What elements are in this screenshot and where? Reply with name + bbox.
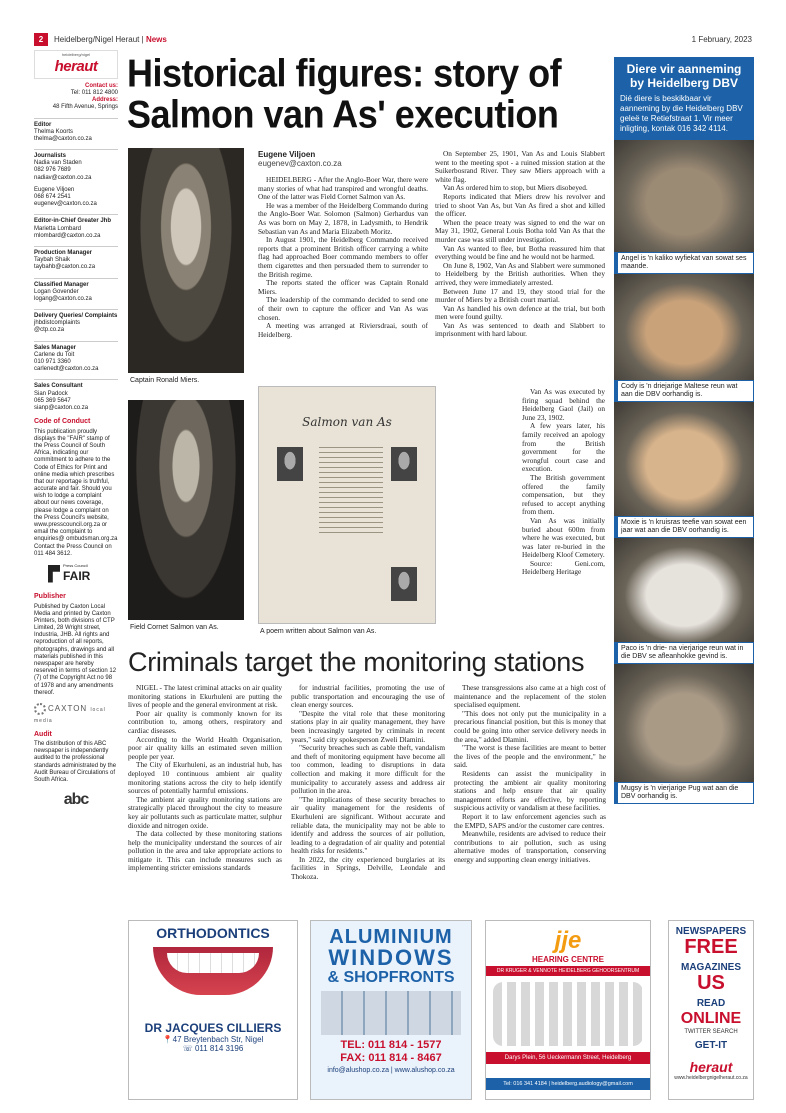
staff-line: taybahb@caxton.co.za [34, 264, 96, 271]
ad-heraut-online[interactable] [668, 920, 754, 1100]
contact-heading: Contact us: [85, 82, 118, 89]
article2-column-2 [291, 684, 445, 909]
article1-column-3 [522, 388, 605, 634]
staff-role: Production Manager [34, 249, 93, 256]
paragraph: for industrial facilities, promoting the use of public transportation and encouraging the use of clean energy sources. [291, 684, 445, 710]
pets-promo-box [614, 57, 754, 140]
paragraph: Van As ordered him to stop, but Miers disobeyed. [443, 183, 588, 193]
hearing-aids-image [493, 982, 643, 1046]
abc-logo: abc [63, 791, 89, 809]
caption-salmon: Field Cornet Salmon van As. [130, 624, 219, 631]
publisher-text: Published by Caxton Local Media and printed by Caxton Printers, both divisions of CTP Limited, 28 Wright street, Industria, JHB. All rights and reproduction of all reports, photographs, drawings and all materials published in this newspaper are hereby reserved in terms of section 12 (7) of the Copyright Act no 98 of 1978 and any amendments thereof. [34, 603, 117, 696]
photo-salmon-van-as [128, 400, 244, 620]
caxton-logo [34, 703, 118, 725]
paragraph: HEIDELBERG - After the Anglo-Boer War, there were many stories of what had transpired and wrongful deaths. One of the latter was Field Cornet Salmon van As. [258, 176, 428, 202]
paragraph: The data collected by these monitoring stations help the municipality understand the sources of air pollution in the area and take appropriate actions to mitigate it. This can include measures such as implementing stricter emissions standards [128, 829, 282, 873]
paragraph: In 2022, the city experienced burglaries at its facilities in Springs, Delville, Leondale and Thokoza. [291, 854, 445, 882]
staff-entry [34, 379, 118, 412]
staff-line: nadiav@caxton.co.za [34, 174, 92, 181]
audit-heading: Audit [34, 730, 52, 738]
hearing-name: HEARING CENTRE [531, 955, 604, 964]
paragraph: On June 8, 1902, Van As and Slabbert were summoned to Heidelberg by the British authorities. When they arrived, they were immediately arrested. [435, 260, 605, 287]
paragraph: A meeting was arranged at Riviersdraai, south of Heidelberg. [258, 321, 428, 339]
windows-line2: WINDOWS [328, 945, 454, 970]
paragraph: "The worst is these facilities are meant to better the lives of the people and the environment," he said. [454, 743, 606, 770]
poem-portrait-bottom [391, 567, 417, 601]
heraut-twitter: TWITTER SEARCH [684, 1029, 738, 1035]
paragraph: Reports indicated that Miers drew his revolver and tried to shoot Van As, but Van As fired a shot and killed the officer. [435, 191, 605, 219]
staff-role: Editor-in-Chief Greater Jhb [34, 218, 112, 225]
staff-line: @ctp.co.za [34, 327, 65, 334]
article-headline: Historical figures: story of Salmon van As' execution [127, 50, 562, 137]
paragraph: "Security breaches such as cable theft, vandalism and theft of monitoring equipment have become all too common, leading to disruptions in data collection and making it more difficult for the municipality to accurately assess and address air pollution in the area. [291, 743, 445, 796]
paragraph: Source: Geni.com, Heidelberg Heritage [522, 558, 605, 577]
heraut-logo [34, 50, 118, 79]
author-email: eugenev@caxton.co.za [258, 159, 342, 168]
ad-hearing-centre[interactable] [485, 920, 651, 1100]
audit-text: The distribution of this ABC newspaper is independently audited to the professional standards administrated by the Audit Bureau of Circulations of South Africa. [34, 740, 117, 783]
paragraph: NIGEL - The latest criminal attacks on air quality monitoring stations in Ekurhuleni are putting the lives of people and the general environment at risk. [128, 684, 282, 710]
staff-line: logang@caxton.co.za [34, 295, 92, 302]
smile-image [153, 947, 273, 995]
pet-card [614, 538, 754, 664]
paragraph: On September 25, 1901, Van As and Louis Slabbert went to the meeting spot - a ruined mission station at the Suikerbosrand River. They saw Miers approach with a white flag. [435, 150, 605, 184]
windows-line3: & SHOPFRONTS [327, 969, 455, 986]
staff-line: Taybah Shaik [34, 257, 71, 264]
windows-tel: TEL: 011 814 - 1577 [340, 1039, 442, 1051]
staff-line: Thelma Koorts [34, 128, 74, 135]
phone-icon: ☏ [182, 1044, 195, 1053]
staff-entry [34, 246, 118, 272]
staff-role: Editor [34, 121, 52, 128]
pets-column [614, 57, 754, 902]
shopfront-image [321, 991, 461, 1035]
heraut-us: US [697, 972, 725, 994]
pet-caption: Paco is 'n drie- na vierjarige reun wat in die DBV se afleanhokke gevind is. [614, 642, 754, 664]
article2-headline: Criminals target the monitoring stations [128, 647, 585, 677]
heraut-online: ONLINE [680, 1010, 742, 1027]
pet-photo [614, 538, 754, 642]
staff-line: 065 369 5647 [34, 397, 71, 404]
heraut-free: FREE [684, 936, 738, 958]
pet-photo [614, 140, 754, 252]
pet-card [614, 664, 754, 804]
staff-entry [34, 278, 118, 304]
ortho-address: 📍47 Breytenbach Str, Nigel [162, 1035, 264, 1044]
fair-small: Press Council [63, 562, 88, 568]
paragraph: The reports stated the officer was Captain Ronald Miers. [258, 278, 428, 296]
poem-text-lines [319, 443, 383, 533]
paragraph: Between June 17 and 19, they stood trial for the murder of Miers by a British court martial. [435, 286, 605, 305]
paragraph: "The implications of these security breaches to air quality management for the residents of Ekurhuleni are significant. Without accurate and reliable data, the municipality may not be able to identify and address the sources of air pollution, leading to a degradation of air quality and potential health risks for residents." [291, 794, 445, 856]
contact-block [34, 83, 118, 112]
hearing-logo: jje [554, 927, 582, 954]
publisher-heading: Publisher [34, 593, 66, 601]
paragraph: When the peace treaty was signed to end the war on May 31, 1902, General Louis Botha told Van As that the murder case was still under investigation. [435, 217, 605, 244]
paragraph: According to the World Health Organisation, poor air quality kills an estimated seven million people per year. [128, 734, 282, 761]
running-head: Heidelberg/Nigel Heraut | News [54, 35, 167, 44]
paragraph: Residents can assist the municipality in protecting the ambient air quality monitoring stations and help ensure that air quality management efforts are effective, by reporting suspicious activity or vandalism at these facilities. [454, 768, 606, 813]
code-heading: Code of Conduct [34, 418, 91, 426]
ortho-title: ORTHODONTICS [156, 925, 270, 941]
staff-line: eugenev@caxton.co.za [34, 201, 97, 208]
paragraph: Van As handled his own defence at the trial, but both men were found guilty. [435, 303, 605, 322]
ad-aluminium-windows[interactable] [310, 920, 472, 1100]
paragraph: Van As was initially buried about 600m from where he was executed, but was later re-buried in the Heidelberg Kloof Cemetery. [522, 515, 605, 560]
paragraph: Report it to law enforcement agencies such as the EMPD, SAPS and/or the customer care centres. [454, 811, 606, 830]
masthead-column [34, 50, 118, 1100]
staff-role: Classified Manager [34, 281, 89, 288]
paragraph: Van As was sentenced to death and Slabbert to imprisonment with hard labour. [435, 320, 605, 339]
article1-column-2 [435, 150, 605, 384]
pet-caption: Cody is 'n driejarige Maltese reun wat aan die DBV oorhandig is. [614, 380, 754, 402]
paragraph: "Despite the vital role that these monitoring stations play in air quality management, they have been increasingly targeted by criminals in recent years," said city spokesperson Zweli Dlamini. [291, 708, 445, 744]
fair-stamp [48, 564, 118, 583]
staff-line: Marietta Lombard [34, 225, 82, 232]
contact-tel: Tel: 011 812 4800 [70, 89, 118, 96]
pets-heading: Diere vir aanneming by Heidelberg DBV [626, 62, 742, 90]
pet-card [614, 140, 754, 274]
staff-line: Nadia van Staden [34, 160, 82, 167]
windows-line1: ALUMINIUM [329, 926, 453, 948]
poem-portrait-right [391, 447, 417, 481]
paragraph: Meanwhile, residents are advised to reduce their contributions to air pollution, such as using alternative modes of transportation, conserving energy and supporting clean energy initiatives. [454, 829, 606, 864]
heraut-magazines: MAGAZINES [681, 962, 741, 973]
staff-role: Sales Consultant [34, 383, 83, 390]
pet-photo [614, 664, 754, 782]
contact-address: 48 Fifth Avenue, Springs [52, 104, 118, 111]
staff-line: carlenedt@caxton.co.za [34, 366, 99, 373]
photo-captain-miers [128, 148, 244, 373]
caxton-name: CAXTON [48, 704, 88, 714]
section-name: News [145, 35, 167, 44]
staff-list [34, 118, 118, 413]
paragraph: Van As wanted to flee, but Botha reassured him that everything would be fine and he would not be harmed. [435, 243, 605, 262]
poem-portrait-left [277, 447, 303, 481]
press-council-icon [48, 565, 60, 583]
ortho-doctor: DR JACQUES CILLIERS [144, 1021, 282, 1035]
staff-line: 010 971 3360 [34, 359, 71, 366]
staff-line: 082 976 7689 [34, 167, 71, 174]
staff-entry [34, 309, 118, 335]
staff-entry [34, 214, 118, 240]
logo-tagline: heidelberg/nigel [61, 52, 91, 57]
staff-line: Carlene du Toit [34, 351, 75, 358]
author-name: Eugene Viljoen [258, 150, 316, 159]
staff-entry [34, 149, 118, 208]
paragraph: The City of Ekurhuleni, as an industrial hub, has deployed 10 continuous ambient air quality monitoring stations across the city to help identify sources of potentially harmful emissions. [128, 760, 282, 796]
staff-line: mlombard@caxton.co.za [34, 232, 101, 239]
windows-fax: FAX: 011 814 - 8467 [340, 1052, 442, 1064]
staff-line: Eugene Viljoen [34, 186, 75, 193]
caption-miers: Captain Ronald Miers. [130, 377, 200, 384]
address-heading: Address: [91, 97, 118, 104]
map-pin-icon: 📍 [162, 1035, 173, 1044]
staff-line: Sian Padock [34, 390, 68, 397]
staff-role: Journalists [34, 153, 67, 160]
staff-line: Logan Govender [34, 288, 79, 295]
paragraph: Van As was executed by firing squad behind the Heidelberg Gaol (Jail) on June 23, 1902. [522, 388, 605, 422]
article2-column-3 [454, 684, 606, 909]
caxton-sub: local media [34, 707, 106, 724]
caption-poem: A poem written about Salmon van As. [260, 628, 377, 635]
pets-list [614, 140, 754, 804]
staff-role: Sales Manager [34, 344, 77, 351]
heraut-newspapers: NEWSPAPERS [675, 926, 747, 937]
issue-date: 1 February, 2023 [691, 35, 752, 44]
paragraph: The ambient air quality monitoring stations are strategically placed throughout the city to measure key air pollutants such as particulate matter, sulphur dioxide and nitrogen oxide. [128, 794, 282, 830]
page-header [34, 32, 752, 48]
staff-line: 068 674 2541 [34, 194, 71, 201]
poem-image [258, 386, 436, 624]
staff-entry [34, 341, 118, 374]
pet-photo [614, 402, 754, 516]
staff-line: sianp@caxton.co.za [34, 404, 89, 411]
pets-body: Dié diere is beskikbaar vir aanneming by die Heidelberg DBV geleë te Retiefstraat 1. Vir meer inligting, kontak 016 342 4114. [620, 94, 743, 133]
windows-web: info@alushop.co.za | www.alushop.co.za [327, 1067, 455, 1074]
pet-photo [614, 274, 754, 380]
staff-line: jhbdistcomplaints [34, 320, 81, 327]
code-text: This publication proudly displays the "FAIR" stamp of the Press Council of South Africa, indicating our commitment to adhere to the Code of Ethics for Print and online media which prescribes that our reportage is truthful, accurate and fair. Should you wish to lodge a complaint about our news coverage, please lodge a complaint on the Press Council's website, www.presscouncil.org.za or email the complaint to enquiries@ ombudsman.org.za Contact the Press Council on 011 484 3612. [34, 428, 118, 557]
heraut-read: READ [696, 998, 726, 1009]
staff-entry [34, 118, 118, 144]
paragraph: Poor air quality is commonly known for its contribution to, among others, respiratory and cardiac diseases. [128, 708, 282, 735]
hearing-street: Darys Plein, 56 Ueckermann Street, Heidelberg [486, 1052, 650, 1064]
logo-name: heraut [54, 57, 98, 75]
staff-role: Delivery Queries/ Complaints [34, 313, 118, 320]
staff-line: thelma@caxton.co.za [34, 135, 92, 142]
paragraph: The British government offered the family compensation, but they refused to accept anything from them. [522, 472, 605, 517]
publication-name: Heidelberg/Nigel Heraut [54, 35, 140, 44]
paragraph: These transgressions also came at a high cost of maintenance and the replacement of the stolen specialised equipment. [454, 684, 606, 710]
article1-column-1 [258, 176, 428, 380]
article2-column-1 [128, 684, 282, 909]
caxton-icon [34, 703, 46, 715]
hearing-footer: Tel: 016 341 4184 | heidelberg.audiology@gmail.com [486, 1078, 650, 1090]
page-number: 2 [34, 33, 48, 46]
paragraph: He was a member of the Heidelberg Commando during the Anglo-Boer War. Solomon (Salmon) Gerhardus van As was born on May 2, 1878, in Ladysmith, to Hendrik Sebastian van As and Maria Elizabeth Moritz. [258, 200, 428, 236]
heraut-ad-logo: heraut [689, 1059, 733, 1075]
pet-caption: Moxie is 'n kruisras teefie van sowat een jaar wat aan die DBV oorhandig is. [614, 516, 754, 538]
ad-orthodontics[interactable] [128, 920, 298, 1100]
pet-caption: Mugsy is 'n vierjarige Pug wat aan die DBV oorhandig is. [614, 782, 754, 804]
ortho-phone: ☏ 011 814 3196 [182, 1044, 244, 1053]
paragraph: The leadership of the commando decided to send one of their own to capture the officer and Van As was chosen. [258, 295, 428, 322]
hearing-bar: DR KRUGER & VENNOTE HEIDELBERG GEHOORSENTRUM [486, 966, 650, 976]
fair-big: FAIR [63, 568, 91, 583]
paragraph: "This does not only put the municipality in a precarious financial position, but this is money that could be going into other service delivery needs in the area," added Dlamini. [454, 708, 606, 744]
paragraph: In August 1901, the Heidelberg Commando received reports that a prominent British officer carrying a white flag had approached Boer commando members to offer them cigarettes and then persuaded them to surrender to the British regime. [258, 235, 428, 279]
heraut-web: www.heidelbergnigelheraut.co.za [674, 1075, 748, 1081]
pet-card [614, 274, 754, 402]
paragraph: A few years later, his family received an apology from the British government for the wrongful court case and execution. [522, 421, 605, 474]
heraut-getit: GET-IT [694, 1040, 728, 1051]
poem-title: Salmon van As [302, 415, 392, 429]
byline [258, 150, 342, 168]
pet-caption: Angel is 'n kaliko wyfiekat van sowat ses maande. [614, 252, 754, 274]
pet-card [614, 402, 754, 538]
